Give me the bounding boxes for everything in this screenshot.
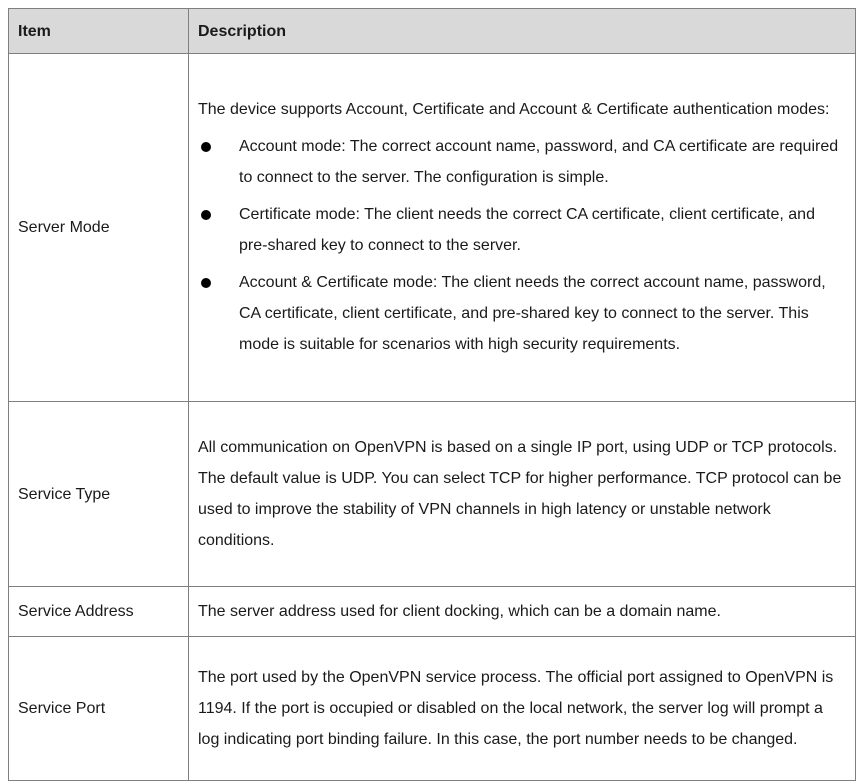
description-cell <box>189 637 856 781</box>
bullet-item-account-certificate-mode <box>198 267 846 360</box>
bullet-text: Account mode: The correct account name, password, and CA certificate are required to connect to the server. The configuration is simple. <box>239 138 839 186</box>
header-description: Description <box>189 9 856 54</box>
bullet-dot-icon <box>201 142 211 152</box>
description-cell <box>189 587 856 637</box>
description-paragraph: All communication on OpenVPN is based on a single IP port, using UDP or TCP protocols. <box>198 438 838 456</box>
bullet-item-account-mode <box>198 131 846 193</box>
table-row-service-type <box>9 402 856 587</box>
bullet-text: Account & Certificate mode: The client needs the correct account name, password, CA certificate, client certificate, and pre-shared key to connect to the server. This mode is suitable for scenarios with high security requirements. <box>239 274 826 353</box>
bullet-dot-icon <box>201 278 211 288</box>
description-paragraph: The port used by the OpenVPN service process. The official port assigned to OpenVPN is 1194. If the port is occupied or disabled on the local network, the server log will prompt a log indicating port binding failure. In this case, the port number needs to be changed. <box>198 668 834 748</box>
bullet-text: Certificate mode: The client needs the correct CA certificate, client certificate, and pre-shared key to connect to the server. <box>239 206 815 254</box>
header-row <box>9 9 856 54</box>
description-paragraph: The server address used for client docking, which can be a domain name. <box>198 602 721 620</box>
bullet-dot-icon <box>201 210 211 220</box>
parameter-table <box>8 8 856 781</box>
item-cell: Service Port <box>9 637 189 781</box>
table-header <box>9 9 856 54</box>
header-item: Item <box>9 9 189 54</box>
description-intro: The device supports Account, Certificate and Account & Certificate authentication modes: <box>198 101 830 118</box>
bullet-item-certificate-mode <box>198 199 846 261</box>
item-cell: Service Address <box>9 587 189 637</box>
description-cell <box>189 402 856 587</box>
table-row-service-address <box>9 587 856 637</box>
table-row-server-mode <box>9 54 856 402</box>
mode-bullet-list <box>198 131 846 360</box>
description-cell <box>189 54 856 402</box>
item-cell: Service Type <box>9 402 189 587</box>
item-cell: Server Mode <box>9 54 189 402</box>
table-row-service-port <box>9 637 856 781</box>
description-paragraph: The default value is UDP. You can select TCP for higher performance. TCP protocol can be used to improve the stability of VPN channels in high latency or unstable network conditions. <box>198 469 842 549</box>
